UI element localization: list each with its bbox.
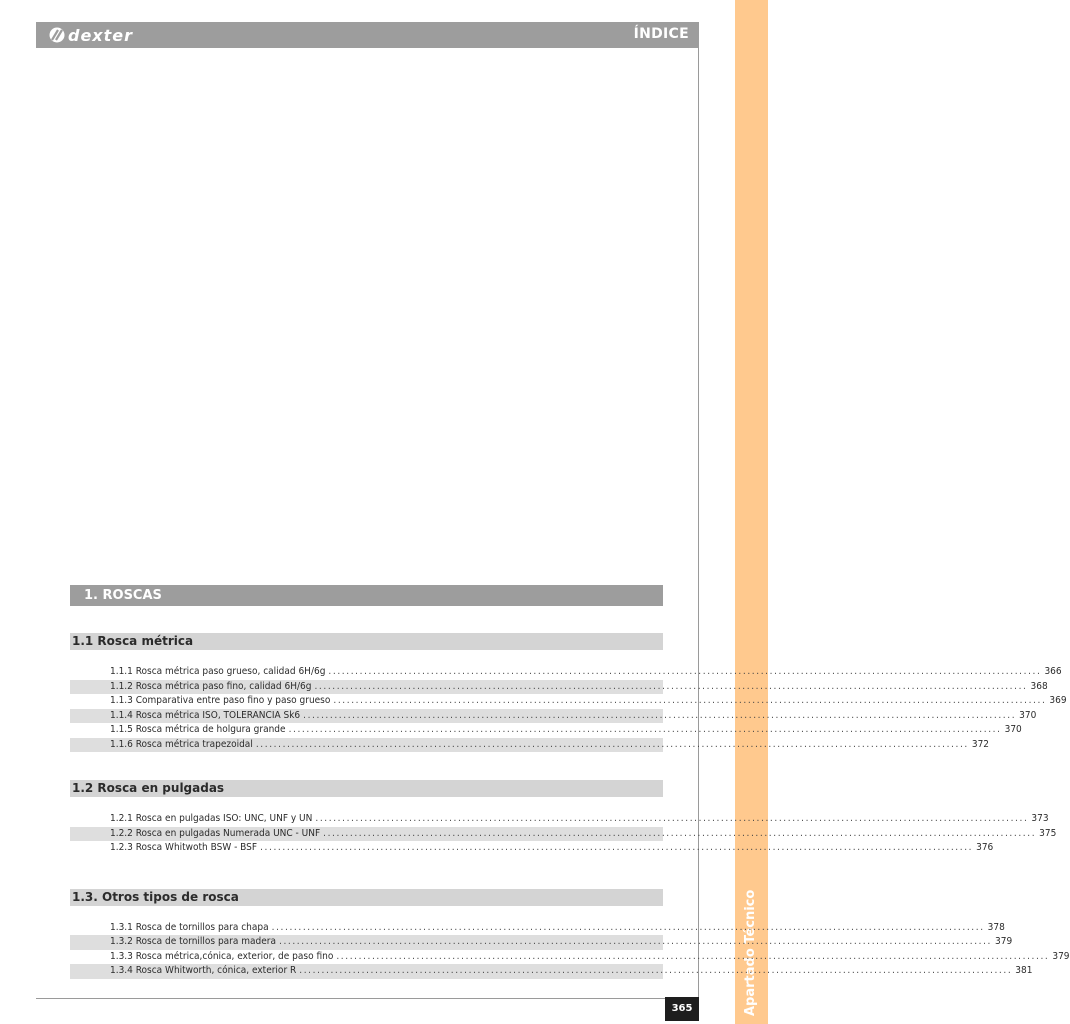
toc-entry[interactable] bbox=[70, 827, 1057, 842]
toc-entry-label: 1.1.1 Rosca métrica paso grueso, calidad 6H/6g bbox=[110, 666, 326, 677]
toc-entry-label: 1.1.6 Rosca métrica trapezoidal bbox=[110, 738, 253, 750]
side-tab-label: Apartado Técnico bbox=[743, 889, 758, 1016]
page-number: 365 bbox=[665, 997, 699, 1021]
dot-leader: ................................................................................................................................................................ bbox=[333, 695, 1047, 706]
toc-entry[interactable] bbox=[70, 950, 1070, 965]
toc-entry[interactable] bbox=[70, 964, 1033, 979]
toc-entry-label: 1.1.3 Comparativa entre paso fino y paso grueso bbox=[110, 695, 331, 706]
toc-entry-label: 1.1.4 Rosca métrica ISO, TOLERANCIA Sk6 bbox=[110, 709, 301, 721]
dot-leader: ................................................................................................................................................................ bbox=[328, 666, 1042, 677]
toc-entry-page: 372 bbox=[971, 738, 990, 750]
dot-leader: ................................................................................................................................................................ bbox=[336, 950, 1050, 962]
toc-entry-page: 378 bbox=[987, 921, 1005, 933]
section-heading: 1.2 Rosca en pulgadas bbox=[70, 780, 663, 797]
toc-entry[interactable] bbox=[70, 812, 1049, 827]
toc-entry[interactable] bbox=[70, 841, 994, 856]
toc-entry-page: 379 bbox=[995, 936, 1013, 947]
toc-entry-label: 1.1.5 Rosca métrica de holgura grande bbox=[110, 724, 286, 735]
brand-logo bbox=[48, 25, 133, 45]
dot-leader: ................................................................................................................................................................ bbox=[299, 965, 1013, 976]
toc-entry-label: 1.3.3 Rosca métrica,cónica, exterior, de paso fino bbox=[110, 950, 334, 962]
toc-entry-page: 368 bbox=[1030, 680, 1048, 692]
toc-entry-page: 381 bbox=[1015, 965, 1033, 976]
dexter-logo-icon bbox=[48, 27, 66, 43]
toc-entry[interactable] bbox=[70, 921, 1005, 936]
toc-entry-page: 370 bbox=[1019, 709, 1037, 721]
toc-entry-page: 379 bbox=[1052, 950, 1070, 962]
toc-entry-label: 1.3.2 Rosca de tornillos para madera bbox=[110, 936, 276, 947]
toc-entry[interactable] bbox=[70, 680, 1048, 695]
dot-leader: ................................................................................................................................................................ bbox=[315, 813, 1029, 824]
dot-leader: ................................................................................................................................................................ bbox=[260, 842, 974, 853]
toc-entry[interactable] bbox=[70, 723, 1022, 738]
dot-leader: ................................................................................................................................................................ bbox=[255, 738, 969, 750]
toc-entry-label: 1.2.2 Rosca en pulgadas Numerada UNC - UNF bbox=[110, 827, 321, 839]
chapter-heading: 1. ROSCAS bbox=[70, 585, 663, 606]
section-heading: 1.3. Otros tipos de rosca bbox=[70, 889, 663, 906]
toc-entry-label: 1.2.1 Rosca en pulgadas ISO: UNC, UNF y UN bbox=[110, 813, 313, 824]
toc-entry[interactable] bbox=[70, 694, 1067, 709]
toc-section bbox=[70, 780, 1057, 856]
toc-entry-page: 373 bbox=[1031, 813, 1049, 824]
dot-leader: ................................................................................................................................................................ bbox=[303, 709, 1017, 721]
toc-section bbox=[70, 633, 1067, 752]
page-header bbox=[36, 22, 699, 48]
side-tab bbox=[735, 0, 768, 1024]
toc-entry[interactable] bbox=[70, 935, 1013, 950]
dot-leader: ................................................................................................................................................................ bbox=[288, 724, 1002, 735]
dot-leader: ................................................................................................................................................................ bbox=[278, 936, 993, 947]
toc-entry-page: 366 bbox=[1044, 666, 1062, 677]
toc-entry[interactable] bbox=[70, 709, 1037, 724]
toc-entry-page: 369 bbox=[1049, 695, 1067, 706]
toc-entry-page: 376 bbox=[976, 842, 994, 853]
toc-entry-label: 1.3.4 Rosca Whitworth, cónica, exterior R bbox=[110, 965, 297, 976]
toc-entry[interactable] bbox=[70, 665, 1062, 680]
dot-leader: ................................................................................................................................................................ bbox=[314, 680, 1028, 692]
toc-entry-label: 1.2.3 Rosca Whitwoth BSW - BSF bbox=[110, 842, 258, 853]
header-title: ÍNDICE bbox=[633, 26, 689, 42]
section-heading: 1.1 Rosca métrica bbox=[70, 633, 663, 650]
toc-entry-page: 370 bbox=[1004, 724, 1022, 735]
logo-text: dexter bbox=[68, 25, 134, 45]
toc-entry-label: 1.1.2 Rosca métrica paso fino, calidad 6H/6g bbox=[110, 680, 312, 692]
dot-leader: ................................................................................................................................................................ bbox=[323, 827, 1037, 839]
toc-entry-label: 1.3.1 Rosca de tornillos para chapa bbox=[110, 921, 269, 933]
toc-entry[interactable] bbox=[70, 738, 990, 753]
toc-entry-page: 375 bbox=[1039, 827, 1057, 839]
dot-leader: ................................................................................................................................................................ bbox=[271, 921, 985, 933]
